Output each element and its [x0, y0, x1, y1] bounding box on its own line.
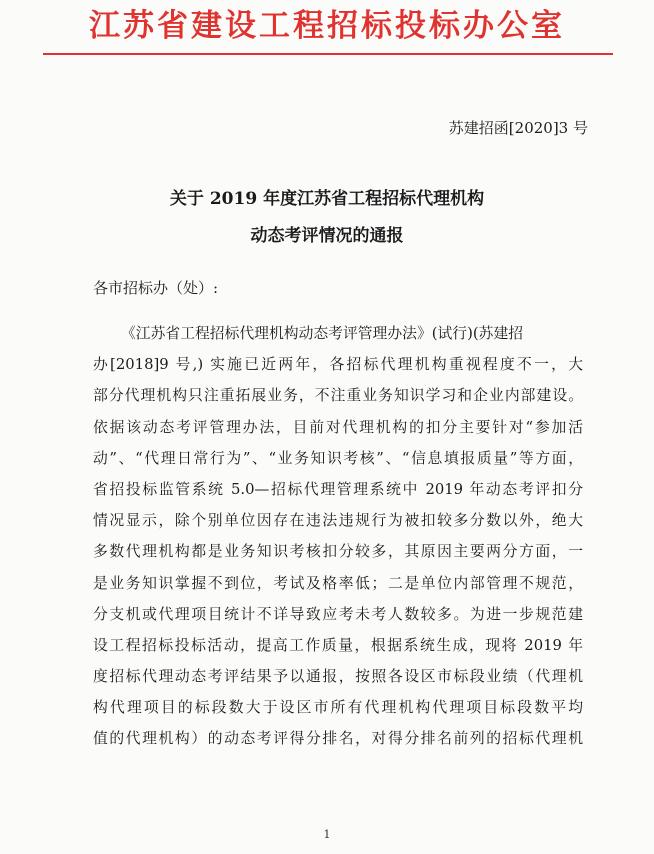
- body-line: 依据该动态考评管理办法，目前对代理机构的扣分主要针对“参加活: [93, 418, 583, 436]
- body-line: 多数代理机构都是业务知识考核扣分较多，其原因主要两分方面，一: [93, 543, 583, 561]
- body-line: 构代理项目的标段数大于设区市所有代理机构代理项目标段数平均: [93, 699, 583, 717]
- document-title-line-2: 动态考评情况的通报: [250, 226, 404, 246]
- body-line: 值的代理机构）的动态考评得分排名，对得分排名前列的招标代理机: [93, 730, 583, 748]
- body-line: 分支机或代理项目统计不详导致应考未考人数较多。为进一步规范建: [93, 605, 583, 623]
- body-line: 是业务知识掌握不到位，考试及格率低；二是单位内部管理不规范，: [93, 574, 583, 592]
- body-line: 《江苏省工程招标代理机构动态考评管理办法》(试行)(苏建招: [121, 325, 524, 342]
- body-line: 动”、“代理日常行为”、“业务知识考核”、“信息填报质量”等方面，: [93, 449, 583, 467]
- body-paragraph: [93, 318, 583, 755]
- body-line: 部分代理机构只注重拓展业务，不注重业务知识学习和企业内部建设。: [93, 387, 583, 405]
- letterhead-title: 江苏省建设工程招标投标办公室: [89, 8, 565, 44]
- letterhead-red-rule: [43, 53, 613, 55]
- body-line: 办[2018]9 号,) 实施已近两年，各招标代理机构重视程度不一，大: [93, 356, 583, 374]
- body-line: 情况显示，除个别单位因存在违法违规行为被扣较多分数以外，绝大: [93, 512, 583, 530]
- salutation: 各市招标办（处）:: [93, 279, 219, 297]
- document-title-line-1: 关于 2019 年度江苏省工程招标代理机构: [169, 189, 485, 209]
- body-line: 省招投标监管系统 5.0—招标代理管理系统中 2019 年动态考评扣分: [93, 480, 583, 498]
- body-line: 设工程招标投标活动，提高工作质量，根据系统生成，现将 2019 年: [93, 636, 583, 654]
- document-number: 苏建招函[2020]3 号: [448, 119, 588, 137]
- body-line: 度招标代理动态考评结果予以通报，按照各设区市标段业绩（代理机: [93, 668, 583, 686]
- page-number: 1: [323, 828, 331, 841]
